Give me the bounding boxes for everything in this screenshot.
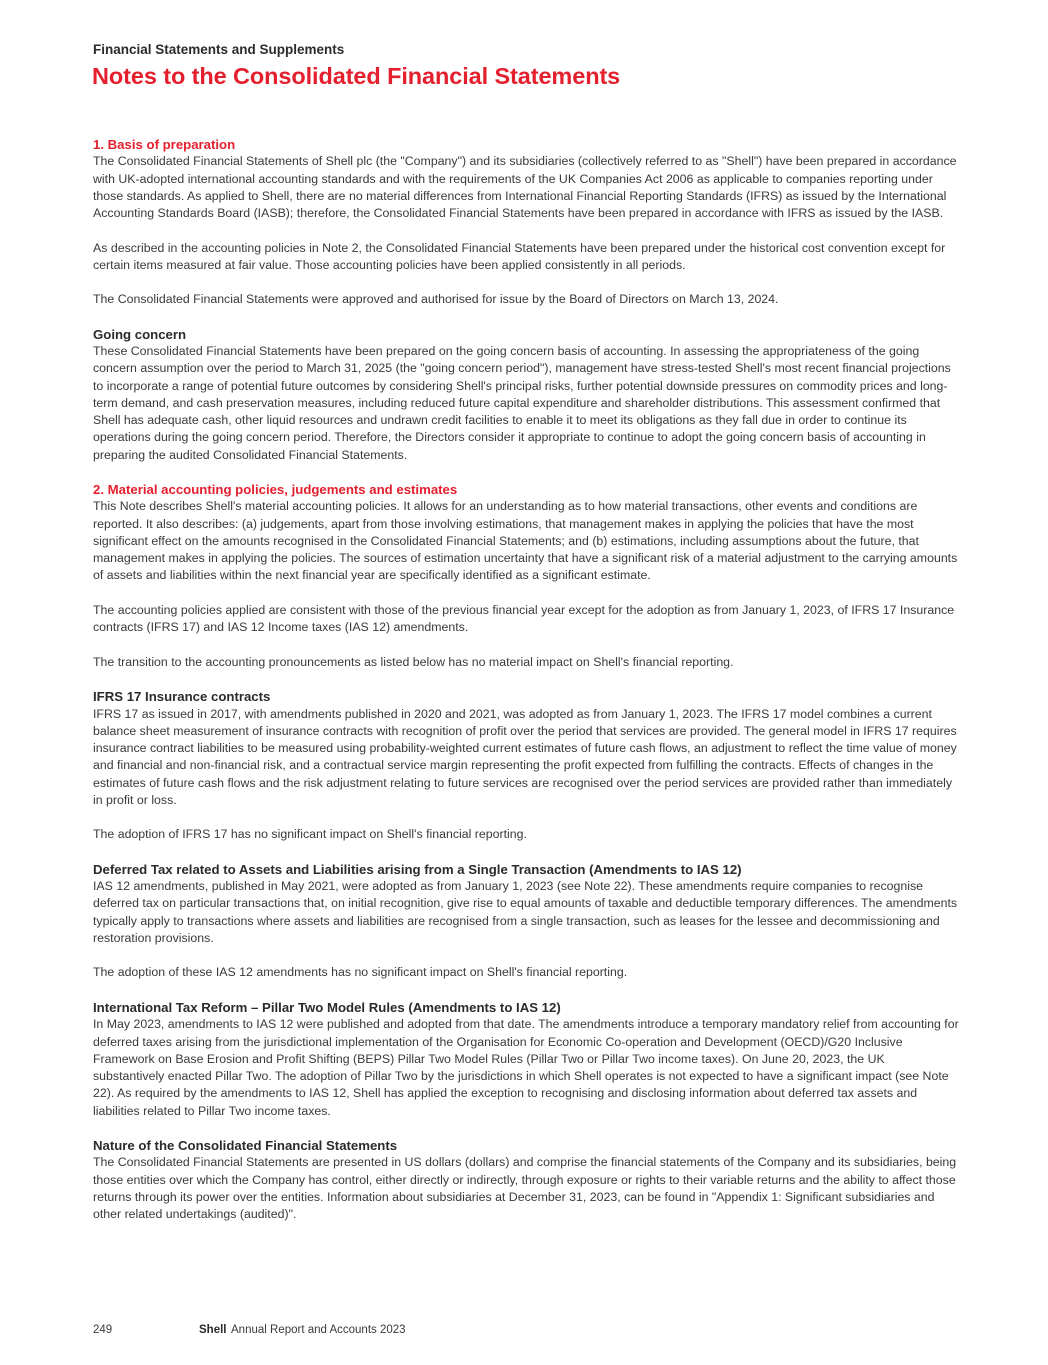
subsection-title-going-concern: Going concern [93,326,187,342]
paragraph: The transition to the accounting pronouncements as listed below has no material impact on Shell's financial reporting. [93,654,734,669]
section-supertitle: Financial Statements and Supplements [93,42,345,57]
section-title-basis: 1. Basis of preparation [93,137,236,152]
page-title: Notes to the Consolidated Financial Statements [92,63,621,89]
subsection-title-pillar-two: International Tax Reform – Pillar Two Model Rules (Amendments to IAS 12) [93,1000,561,1016]
paragraph: The Consolidated Financial Statements are presented in US dollars (dollars) and comprise the financial statements of the Company and its subsidiaries, being those entities over which the Company has control, either directly or indirectly, through exposure or rights to their variable returns and the ability to affect those returns through its power over the entities. Information about subsidiaries at December 31, 2023, can be found in "Appendix 1: Significant subsidiaries and other related undertakings (audited)". [93,1155,957,1222]
paragraph: The adoption of IFRS 17 has no significant impact on Shell's financial reporting. [93,827,527,842]
subsection-title-nature: Nature of the Consolidated Financial Statements [93,1138,398,1154]
paragraph: The Consolidated Financial Statements of Shell plc (the "Company") and its subsidiaries (collectively referred to as "Shell") have been prepared in accordance with UK-adopted international accounting standards and with the requirements of the UK Companies Act 2006 as applicable to companies reporting under those standards. As applied to Shell, there are no material differences from International Financial Reporting Standards (IFRS) as issued by the International Accounting Standards Board (IASB); therefore, the Consolidated Financial Statements have been prepared in accordance with IFRS as issued by the IASB. [93,154,957,220]
company-name: Shell [199,1324,227,1336]
paragraph: IFRS 17 as issued in 2017, with amendments published in 2020 and 2021, was adopted as from January 1, 2023. The IFRS 17 model combines a current balance sheet measurement of insurance contracts with recognition of profit over the period that services are provided. The general model in IFRS 17 requires insurance contract liabilities to be measured using probability-weighted current estimates of future cash flows, an adjustment to reflect the time value of money and financial and non-financial risk, and a contractual service margin representing the profit expected from fulfilling the contracts. Effects of changes in the estimates of future cash flows and the risk adjustment relating to future services are recognised over the period services are provided rather than immediately in profit or loss. [93,706,957,807]
report-name: Annual Report and Accounts 2023 [231,1324,406,1336]
paragraph: The accounting policies applied are consistent with those of the previous financial year except for the adoption as from January 1, 2023, of IFRS 17 Insurance contracts (IFRS 17) and IAS 12 Income taxes (IAS 12) amendments. [93,602,955,635]
notes-content [93,136,959,1223]
paragraph: As described in the accounting policies in Note 2, the Consolidated Financial Statements have been prepared under the historical cost convention except for certain items measured at fair value. Those accounting policies have been applied consistently in all periods. [93,240,946,272]
paragraph: This Note describes Shell's material accounting policies. It allows for an understanding as to how material transactions, other events and conditions are reported. It also describes: (a) judgements, apart from those involving estimations, that management makes in applying the policies that have the most significant effect on the amounts recognised in the Consolidated Financial Statements; and (b) estimations, including assumptions about the future, that management makes in applying the policies. The sources of estimation uncertainty that have a significant risk of a material adjustment to the carrying amounts of assets and liabilities within the next financial year are specifically identified as a significant estimate. [93,499,958,583]
page-number: 249 [93,1324,113,1336]
subsection-title-ifrs17: IFRS 17 Insurance contracts [93,689,271,705]
subsection-title-deferred-tax: Deferred Tax related to Assets and Liabilities arising from a Single Transaction (Amendments to IAS 12) [93,861,742,877]
paragraph: The adoption of these IAS 12 amendments has no significant impact on Shell's financial reporting. [93,965,628,980]
paragraph: The Consolidated Financial Statements were approved and authorised for issue by the Board of Directors on March 13, 2024. [93,292,779,307]
paragraph: IAS 12 amendments, published in May 2021, were adopted as from January 1, 2023 (see Note 22). These amendments require companies to recognise deferred tax on particular transactions that, on initial recognition, give rise to equal amounts of taxable and deductible temporary differences. The amendments typically apply to transactions where assets and liabilities are recognised from a single transaction, such as leases for the lessee and decommissioning and restoration provisions. [93,879,958,945]
paragraph: In May 2023, amendments to IAS 12 were published and adopted from that date. The amendments introduce a temporary mandatory relief from accounting for deferred taxes arising from the jurisdictional implementation of the Organisation for Economic Co-operation and Development (OECD)/G20 Inclusive Framework on Base Erosion and Profit Shifting (BEPS) Pillar Two Model Rules (Pillar Two or Pillar Two income taxes). On June 20, 2023, the UK substantively enacted Pillar Two. The adoption of Pillar Two by the jurisdictions in which Shell operates is not expected to have a significant impact (see Note 22). As required by the amendments to IAS 12, Shell has applied the exception to recognising and disclosing information about deferred tax assets and liabilities related to Pillar Two income taxes. [93,1017,959,1118]
paragraph: These Consolidated Financial Statements have been prepared on the going concern basis of accounting. In assessing the appropriateness of the going concern assumption over the period to March 31, 2025 (the "going concern period"), management have stress-tested Shell's most recent financial projections to incorporate a range of potential future outcomes by considering Shell's principal risks, further potential downside pressures on commodity prices and long-term demand, and cash preservation measures, including reduced future capital expenditure and shareholder distributions. This assessment confirmed that Shell has adequate cash, other liquid resources and undrawn credit facilities to enable it to meet its obligations as they fall due in order to continue its operations during the going concern period. Therefore, the Directors consider it appropriate to continue to adopt the going concern basis of accounting in preparing the audited Consolidated Financial Statements. [93,344,951,462]
section-title-policies: 2. Material accounting policies, judgements and estimates [93,482,458,498]
